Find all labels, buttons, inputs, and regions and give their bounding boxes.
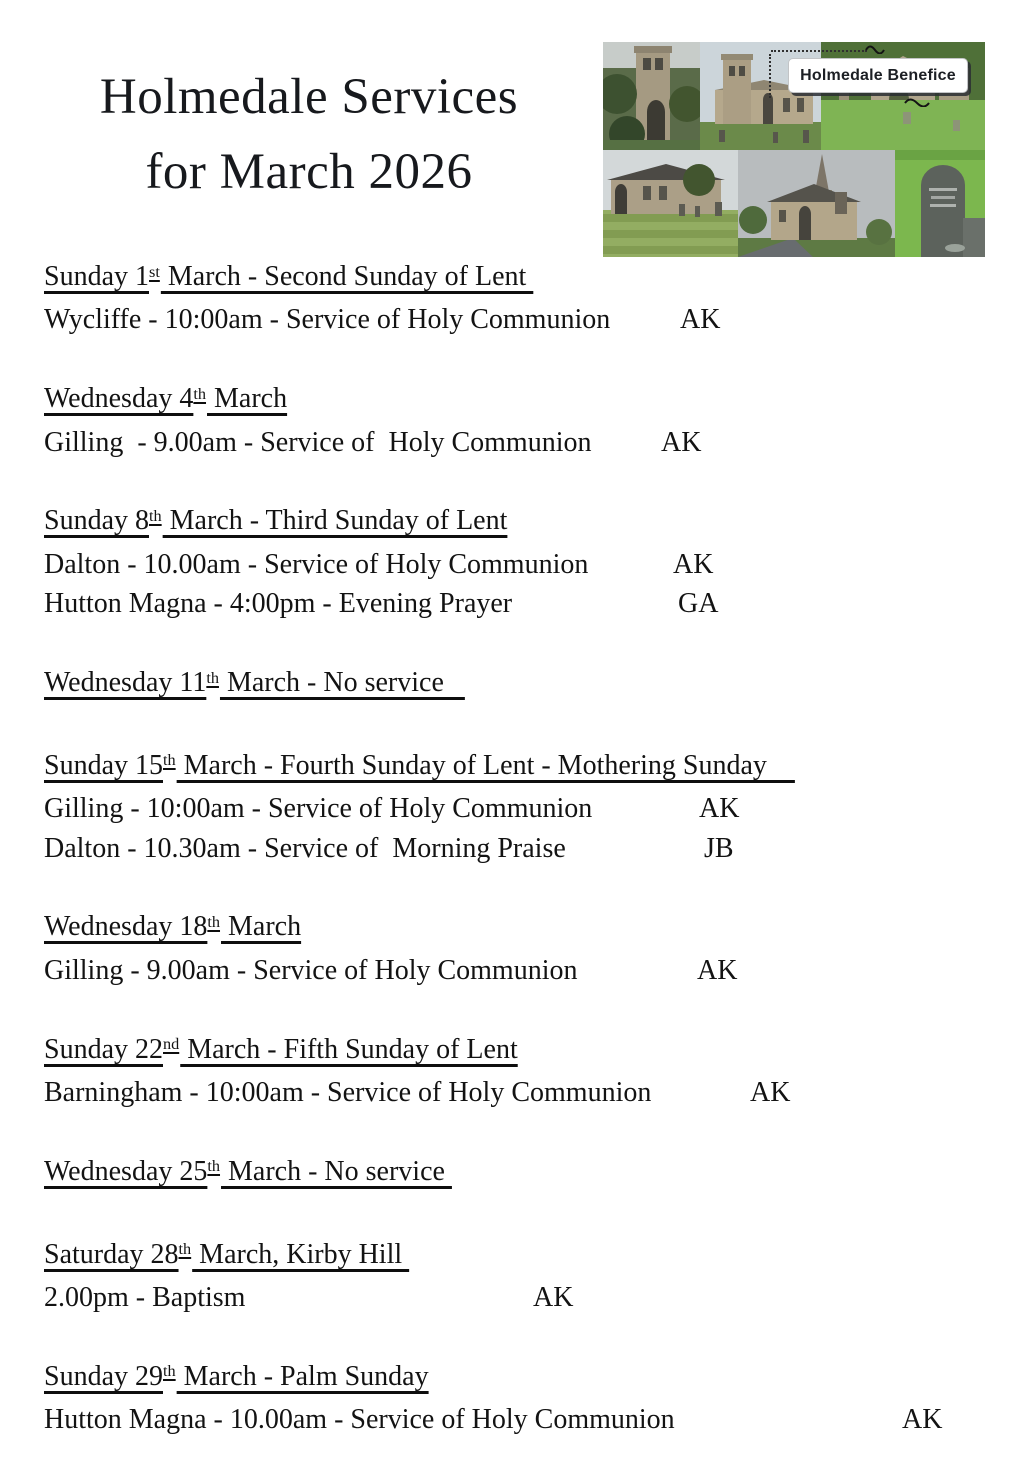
heading-rest: March - Fourth Sunday of Lent - Mothering Sunday (176, 749, 795, 781)
squiggle-icon (865, 44, 885, 54)
heading-rest: March - No service (219, 667, 465, 699)
heading-ordinal: nd (163, 1035, 180, 1054)
service-line (44, 829, 1004, 868)
service-date-heading (44, 1152, 1004, 1195)
service-text: Barningham - 10:00am - Service of Holy Communion (44, 1077, 652, 1109)
heading-ordinal: th (206, 668, 219, 687)
service-text: Wycliffe - 10:00am - Service of Holy Communion (44, 304, 611, 336)
heading-day: Wednesday 25 (44, 1155, 208, 1187)
heading-ordinal: th (149, 506, 162, 525)
photo-gravestone (895, 150, 985, 257)
service-section (44, 1030, 1004, 1113)
photo-church-striped-lawn (603, 150, 738, 257)
service-line (44, 300, 1004, 339)
clergy-initials: JB (704, 832, 734, 864)
dotted-line-vertical-decoration (769, 54, 771, 98)
heading-rest: March - Second Sunday of Lent (160, 261, 534, 292)
page-title (0, 60, 618, 210)
heading-day: Wednesday 4 (44, 383, 194, 415)
service-section (44, 257, 1004, 340)
heading-ordinal: th (207, 912, 221, 931)
service-section (44, 1152, 1004, 1195)
photo-ivy-tower (603, 42, 705, 152)
heading-rest: March (221, 911, 302, 943)
page-title-line1: Holmedale Services (99, 69, 519, 125)
heading-day: Sunday 22 (44, 1033, 163, 1065)
service-text: 2.00pm - Baptism (44, 1282, 246, 1314)
service-section (44, 663, 1004, 706)
heading-day: Wednesday 18 (44, 911, 208, 943)
heading-ordinal: th (178, 1240, 192, 1259)
service-date-heading (44, 907, 1004, 950)
service-date-heading (44, 501, 1004, 544)
clergy-initials: AK (750, 1077, 791, 1109)
service-text: Gilling - 10:00am - Service of Holy Communion (44, 793, 593, 825)
heading-rest: March - Palm Sunday (176, 1360, 429, 1392)
service-date-heading (44, 257, 1004, 300)
heading-day: Sunday 8 (44, 505, 149, 537)
page-title-line2: for March 2026 (145, 144, 473, 200)
heading-ordinal: th (163, 1362, 176, 1381)
heading-rest: March - No service (221, 1155, 452, 1187)
service-section (44, 501, 1004, 623)
heading-ordinal: th (207, 1157, 221, 1176)
service-line (44, 951, 1004, 990)
service-section (44, 907, 1004, 990)
service-line (44, 545, 1004, 584)
heading-ordinal: st (149, 262, 160, 281)
clergy-initials: AK (902, 1404, 943, 1436)
heading-day: Wednesday 11 (44, 667, 207, 699)
heading-day: Sunday 29 (44, 1360, 163, 1392)
heading-rest: March, Kirby Hill (192, 1238, 410, 1270)
clergy-initials: AK (673, 548, 714, 580)
service-section (44, 1235, 1004, 1318)
heading-rest: March - Third Sunday of Lent (162, 505, 508, 537)
clergy-initials: AK (661, 426, 702, 458)
clergy-initials: GA (678, 588, 719, 620)
service-date-heading (44, 746, 1004, 789)
service-text: Dalton - 10.00am - Service of Holy Communion (44, 548, 589, 580)
services-schedule (44, 257, 1004, 1479)
photo-church-spire (738, 150, 895, 257)
clergy-initials: AK (699, 793, 740, 825)
service-text: Gilling - 9.00am - Service of Holy Communion (44, 954, 578, 986)
service-line (44, 1400, 1004, 1439)
heading-day: Sunday 15 (44, 749, 163, 781)
service-date-heading (44, 1357, 1004, 1400)
clergy-initials: AK (533, 1282, 574, 1314)
clergy-initials: AK (697, 954, 738, 986)
service-line (44, 423, 1004, 462)
squiggle-icon (904, 97, 930, 107)
service-section (44, 746, 1004, 868)
service-section (44, 1357, 1004, 1440)
dotted-line-decoration (771, 50, 867, 52)
heading-day: Saturday 28 (44, 1238, 179, 1270)
service-text: Hutton Magna - 10.00am - Service of Holy Communion (44, 1404, 675, 1436)
service-line (44, 1073, 1004, 1112)
heading-rest: March - Fifth Sunday of Lent (180, 1033, 518, 1065)
service-date-heading (44, 1030, 1004, 1073)
service-text: Hutton Magna - 4:00pm - Evening Prayer (44, 588, 513, 620)
church-photo-collage (603, 42, 985, 257)
heading-day: Sunday 1 (44, 261, 149, 292)
heading-ordinal: th (163, 751, 176, 770)
clergy-initials: AK (680, 304, 721, 336)
heading-ordinal: th (193, 384, 207, 403)
service-text: Gilling - 9.00am - Service of Holy Communion (44, 426, 592, 458)
service-date-heading (44, 1235, 1004, 1278)
service-section (44, 379, 1004, 462)
service-line (44, 584, 1004, 623)
benefice-name-badge: Holmedale Benefice (788, 58, 968, 93)
service-line (44, 789, 1004, 828)
service-date-heading (44, 379, 1004, 422)
service-text: Dalton - 10.30am - Service of Morning Praise (44, 832, 566, 864)
service-line (44, 1278, 1004, 1317)
service-date-heading (44, 663, 1004, 706)
heading-rest: March (207, 383, 288, 415)
